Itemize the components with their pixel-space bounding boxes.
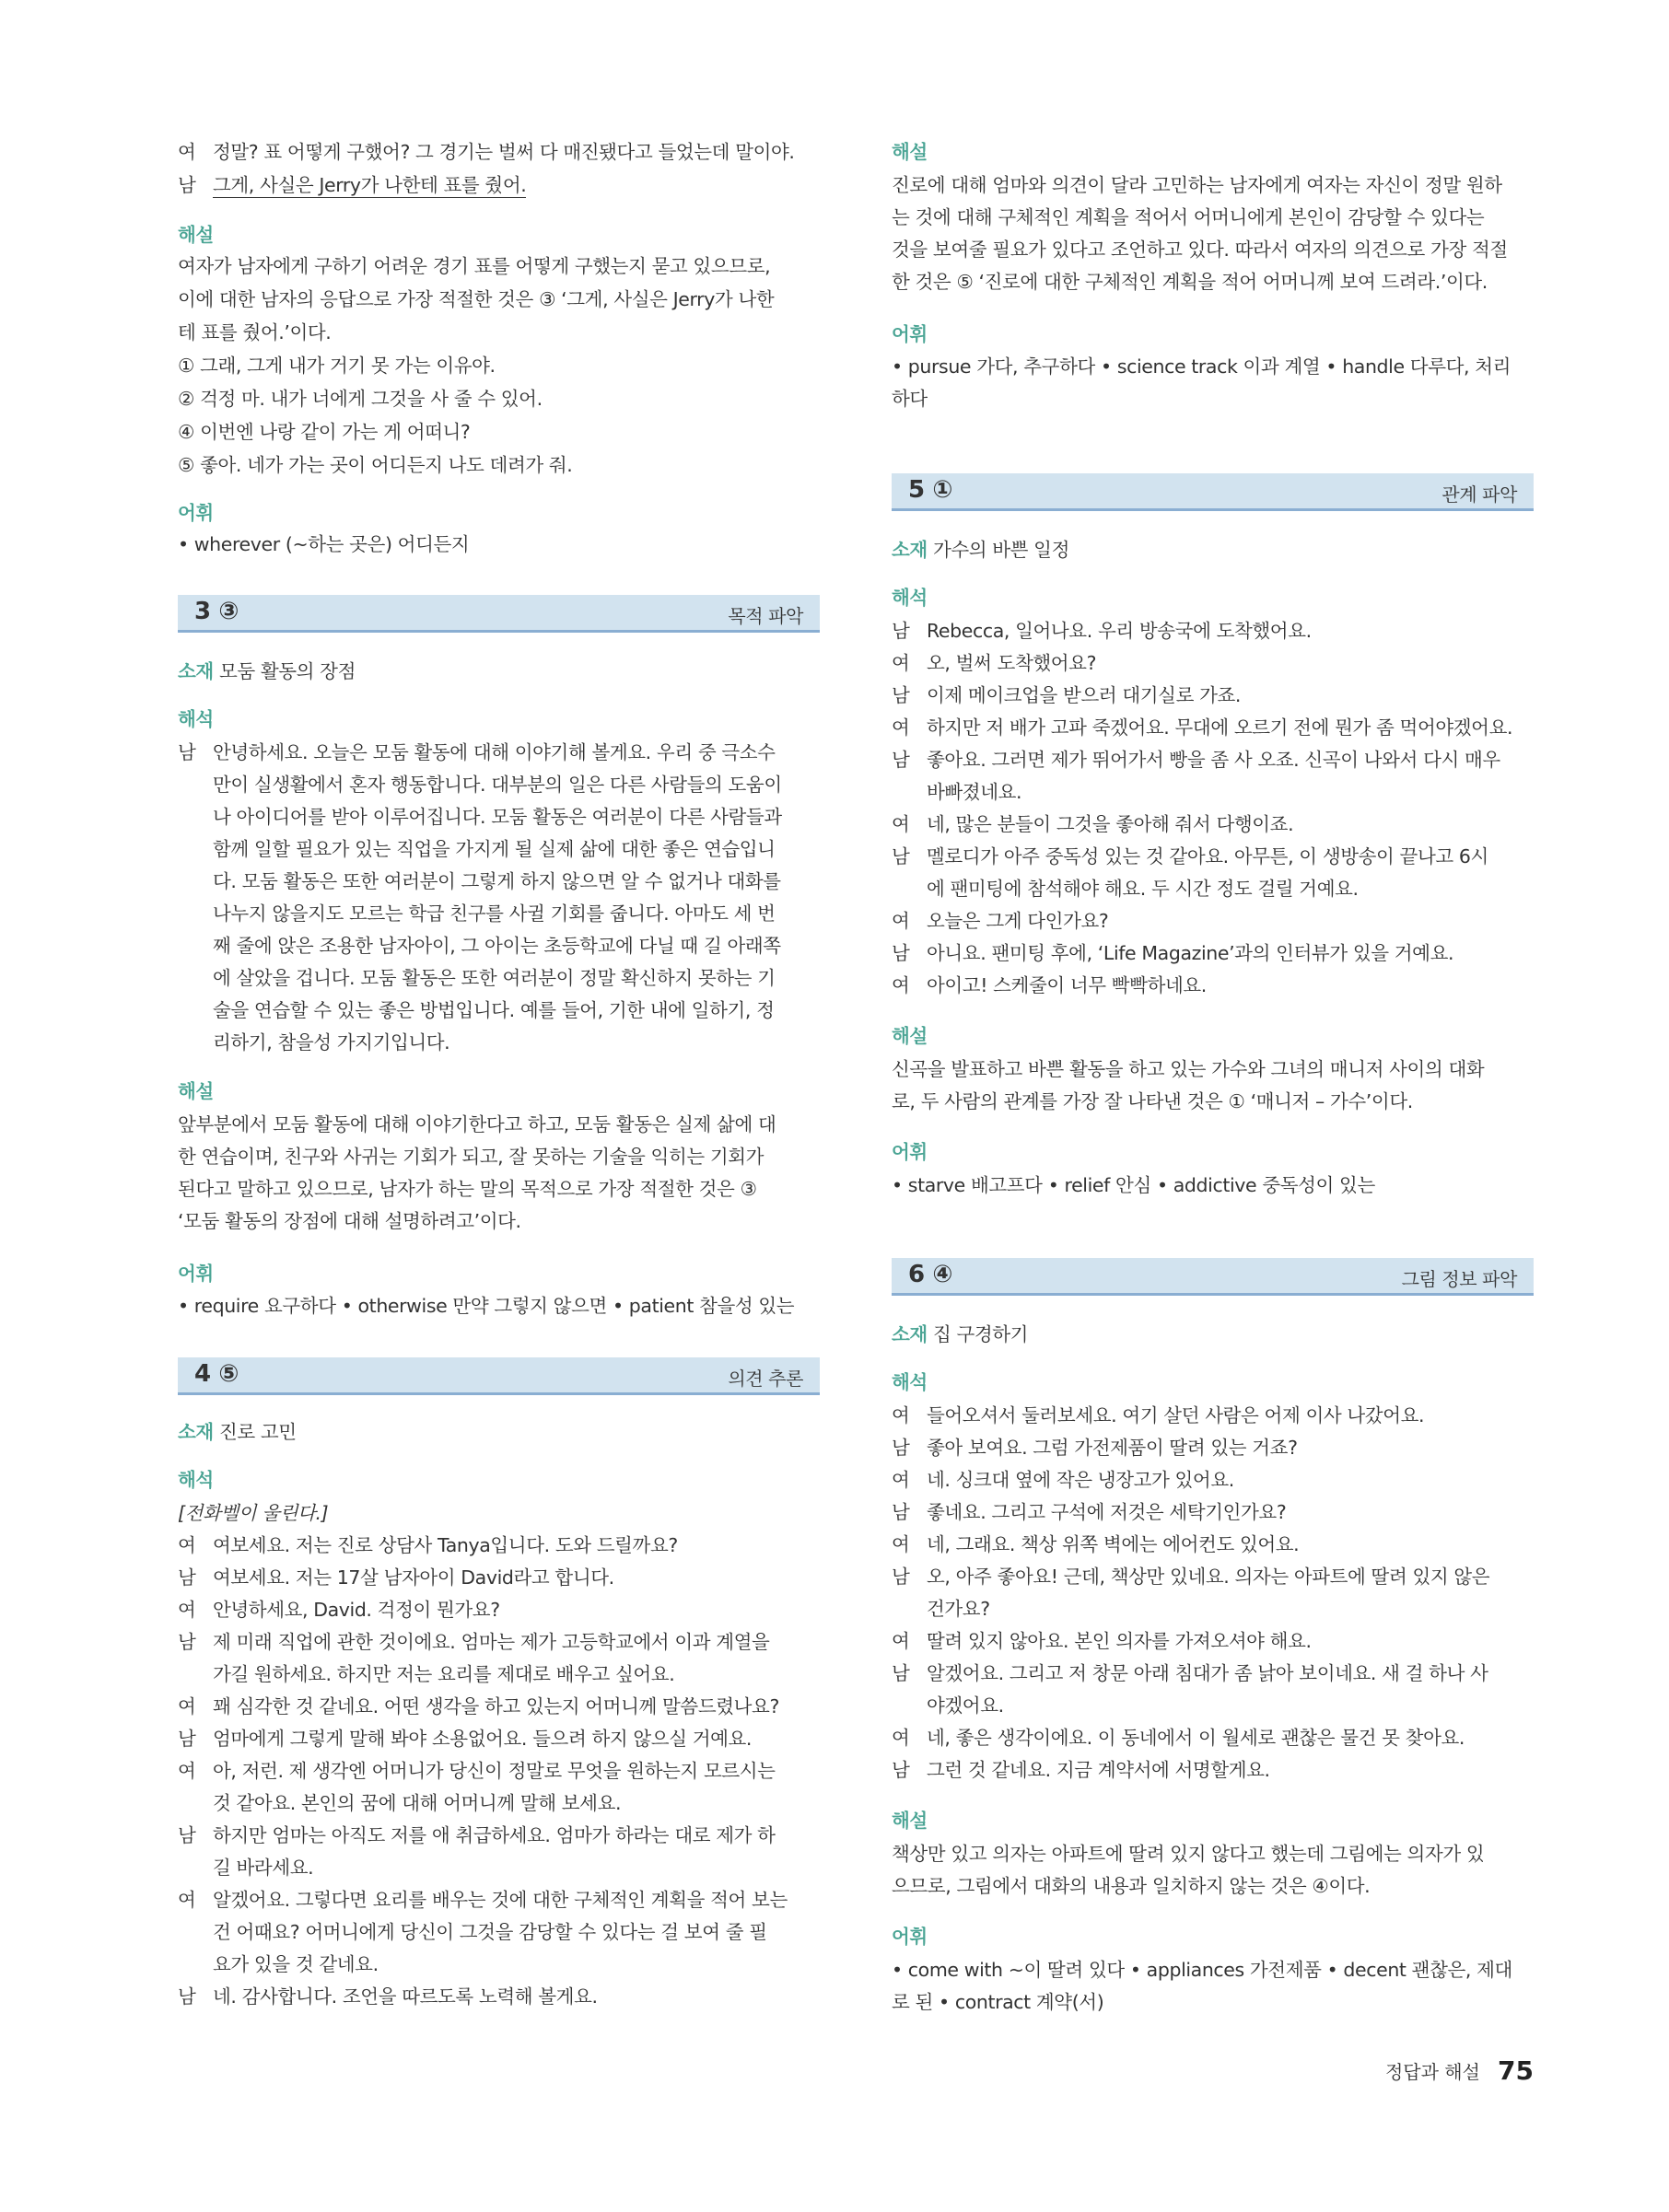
speaker-label: 여: [892, 1630, 910, 1652]
topic-line: [892, 534, 1534, 562]
dialog-text: 정말? 표 어떻게 구했어? 그 경기는 벌써 다 매진됐다고 들었는데 말이야.: [213, 141, 795, 163]
question-header-4: [178, 1357, 820, 1395]
dialog-text: 알겠어요. 그렇다면 요리를 배우는 것에 대한 구체적인 계획을 적어 보는: [213, 1889, 788, 1911]
option-line: ① 그래, 그게 내가 거기 못 가는 이유야.: [178, 355, 496, 377]
speaker-label: 남: [178, 1566, 196, 1589]
translation-label: 해석: [178, 708, 214, 730]
vocabulary-label: 어휘: [892, 1141, 928, 1163]
topic-text: 진로 고민: [218, 1421, 297, 1443]
explanation-line: 된다고 말하고 있으므로, 남자가 하는 말의 목적으로 가장 적절한 것은 ③: [178, 1178, 757, 1200]
speaker-label: 여: [892, 1727, 910, 1749]
dialog-text: 네. 감사합니다. 조언을 따르도록 노력해 볼게요.: [213, 1985, 598, 2008]
vocabulary-line: • starve 배고프다 • relief 안심 • addictive 중독성이 있는: [892, 1174, 1375, 1196]
dialog-text: 하지만 저 배가 고파 죽겠어요. 무대에 오르기 전에 뭔가 좀 먹어야겠어요.: [927, 716, 1513, 739]
dialog-text: 딸려 있지 않아요. 본인 의자를 가져오셔야 해요.: [927, 1630, 1312, 1652]
speaker-label: 여: [892, 1469, 910, 1491]
option-line: ④ 이번엔 나랑 같이 가는 게 어떠니?: [178, 421, 471, 443]
speaker-label: 여: [892, 1533, 910, 1555]
dialog-text: 여보세요. 저는 진로 상담사 Tanya입니다. 도와 드릴까요?: [213, 1534, 678, 1556]
topic-line: [178, 1416, 820, 1444]
topic-label: 소재: [892, 1323, 928, 1345]
question-header-3: [178, 595, 820, 633]
speaker-label: 남: [892, 942, 910, 964]
dialog-text: 에 팬미팅에 참석해야 해요. 두 시간 정도 걸릴 거예요.: [927, 878, 1359, 900]
dialog-text: 바빠졌네요.: [927, 781, 1022, 803]
dialog-text: 네, 그래요. 책상 위쪽 벽에는 에어컨도 있어요.: [927, 1533, 1300, 1555]
vocabulary-line: • require 요구하다 • otherwise 만약 그렇지 않으면 • patient 참을성 있는: [178, 1295, 795, 1317]
monologue-line: 나누지 않을지도 모르는 학급 친구를 사귈 기회를 줍니다. 아마도 세 번: [213, 902, 776, 925]
monologue-line: 술을 연습할 수 있는 좋은 방법입니다. 예를 들어, 기한 내에 일하기, 정: [213, 999, 775, 1021]
answer-underlined: 그게, 사실은 Jerry가 나한테 표를 줬어.: [213, 174, 527, 196]
speaker-label: 여: [178, 1695, 196, 1717]
explanation-line: 이에 대한 남자의 응답으로 가장 적절한 것은 ③ ‘그게, 사실은 Jerry가 나한: [178, 288, 775, 310]
explanation-line: 신곡을 발표하고 바쁜 활동을 하고 있는 가수와 그녀의 매니저 사이의 대화: [892, 1058, 1485, 1080]
speaker-label: 남: [892, 684, 910, 706]
dialog-text: 아이고! 스케줄이 너무 빡빡하네요.: [927, 974, 1207, 996]
question-number: 3 ③: [194, 598, 239, 625]
question-category: 관계 파악: [1441, 483, 1517, 506]
speaker-label: 남: [178, 1631, 196, 1653]
dialog-text: 그런 것 같네요. 지금 계약서에 서명할게요.: [927, 1759, 1270, 1781]
explanation-label: 해설: [892, 141, 928, 163]
dialog-text: 네, 많은 분들이 그것을 좋아해 줘서 다행이죠.: [927, 813, 1294, 835]
monologue-line: 다. 모둠 활동은 또한 여러분이 그렇게 하지 않으면 알 수 없거나 대화를: [213, 870, 781, 892]
explanation-line: 책상만 있고 의자는 아파트에 딸려 있지 않다고 했는데 그림에는 의자가 있: [892, 1843, 1485, 1865]
dialog-text: 알겠어요. 그리고 저 창문 아래 침대가 좀 낡아 보이네요. 새 걸 하나 사: [927, 1662, 1488, 1684]
speaker-label: 여: [178, 141, 196, 163]
speaker-label: 남: [892, 1437, 910, 1459]
speaker-label: 남: [892, 1566, 910, 1588]
topic-label: 소재: [892, 539, 928, 561]
dialog-text: 들어오셔서 둘러보세요. 여기 살던 사람은 어제 이사 나갔어요.: [927, 1404, 1425, 1426]
speaker-label: 여: [892, 716, 910, 739]
speaker-label: 남: [892, 749, 910, 771]
footer-text: 정답과 해설: [1384, 2061, 1480, 2083]
question-header-5: [892, 473, 1534, 511]
page-number: 75: [1498, 2055, 1534, 2086]
speaker-label: 남: [892, 1501, 910, 1523]
explanation-line: 진로에 대해 엄마와 의견이 달라 고민하는 남자에게 여자는 자신이 정말 원하: [892, 174, 1502, 196]
monologue-line: 안녕하세요. 오늘은 모둠 활동에 대해 이야기해 볼게요. 우리 중 극소수: [213, 741, 776, 763]
vocabulary-label: 어휘: [178, 1263, 214, 1285]
question-number: 5 ①: [908, 476, 952, 504]
monologue-line: 함께 일할 필요가 있는 직업을 가지게 될 실제 삶에 대한 좋은 연습입니: [213, 838, 776, 860]
vocabulary-label: 어휘: [892, 323, 928, 345]
topic-label: 소재: [178, 1421, 214, 1443]
translation-label: 해석: [892, 587, 928, 609]
explanation-line: 으므로, 그림에서 대화의 내용과 일치하지 않는 것은 ④이다.: [892, 1875, 1371, 1897]
monologue-line: 리하기, 참을성 가지기입니다.: [213, 1031, 450, 1054]
dialog-text: 것 같아요. 본인의 꿈에 대해 어머니께 말해 보세요.: [213, 1792, 622, 1814]
speaker-label: 여: [892, 1404, 910, 1426]
option-line: ⑤ 좋아. 네가 가는 곳이 어디든지 나도 데려가 줘.: [178, 454, 573, 476]
dialog-text: 요가 있을 것 같네요.: [213, 1953, 379, 1975]
monologue-line: 만이 실생활에서 혼자 행동합니다. 대부분의 일은 다른 사람들의 도움이: [213, 774, 782, 796]
translation-label: 해석: [892, 1371, 928, 1393]
explanation-line: 여자가 남자에게 구하기 어려운 경기 표를 어떻게 구했는지 묻고 있으므로,: [178, 255, 771, 277]
speaker-label: 남: [178, 1728, 196, 1750]
explanation-line: ‘모둠 활동의 장점에 대해 설명하려고’이다.: [178, 1210, 521, 1232]
explanation-line: 한 연습이며, 친구와 사귀는 기회가 되고, 잘 못하는 기술을 익히는 기회가: [178, 1146, 764, 1168]
vocabulary-line: 하다: [892, 388, 928, 410]
dialog-text: 건가요?: [927, 1598, 990, 1620]
explanation-line: 로, 두 사람의 관계를 가장 잘 나타낸 것은 ① ‘매니저 – 가수’이다.: [892, 1090, 1413, 1112]
stage-direction: [전화벨이 울린다.]: [178, 1502, 329, 1524]
speaker-label: 여: [178, 1534, 196, 1556]
vocabulary-label: 어휘: [892, 1926, 928, 1948]
question-number: 4 ⑤: [194, 1360, 239, 1388]
dialog-text: 오늘은 그게 다인가요?: [927, 910, 1109, 932]
dialog-text: 네. 싱크대 옆에 작은 냉장고가 있어요.: [927, 1469, 1234, 1491]
topic-text: 모둠 활동의 장점: [218, 660, 356, 682]
speaker-label: 여: [178, 1889, 196, 1911]
speaker-label: 남: [892, 1662, 910, 1684]
topic-line: [178, 656, 820, 683]
translation-label: 해석: [178, 1469, 214, 1491]
dialog-text: Rebecca, 일어나요. 우리 방송국에 도착했어요.: [927, 620, 1312, 642]
explanation-label: 해설: [892, 1810, 928, 1832]
vocabulary-line: • wherever (~하는 곳은) 어디든지: [178, 533, 470, 555]
explanation-line: 테 표를 줬어.’이다.: [178, 321, 332, 343]
topic-line: [892, 1319, 1534, 1346]
speaker-label: 여: [178, 1760, 196, 1782]
speaker-label: 여: [892, 974, 910, 996]
vocabulary-line: • pursue 가다, 추구하다 • science track 이과 계열 • handle 다루다, 처리: [892, 355, 1511, 378]
dialog-text: 여보세요. 저는 17살 남자아이 David라고 합니다.: [213, 1566, 614, 1589]
speaker-label: 남: [892, 620, 910, 642]
speaker-label: 여: [178, 1599, 196, 1621]
topic-text: 가수의 바쁜 일정: [932, 539, 1069, 561]
speaker-label: 남: [178, 741, 196, 763]
dialog-text: 길 바라세요.: [213, 1857, 314, 1879]
page-footer: [1385, 2055, 1534, 2086]
explanation-label: 해설: [178, 1080, 214, 1102]
topic-text: 집 구경하기: [932, 1323, 1029, 1345]
dialog-text: 꽤 심각한 것 같네요. 어떤 생각을 하고 있는지 어머니께 말씀드렸나요?: [213, 1695, 779, 1717]
dialog-text: 오, 아주 좋아요! 근데, 책상만 있네요. 의자는 아파트에 딸려 있지 않은: [927, 1566, 1490, 1588]
explanation-line: 앞부분에서 모둠 활동에 대해 이야기한다고 하고, 모둠 활동은 실제 삶에 대: [178, 1113, 776, 1135]
speaker-label: 남: [892, 1759, 910, 1781]
dialog-text: 좋아요. 그러면 제가 뛰어가서 빵을 좀 사 오죠. 신곡이 나와서 다시 매우: [927, 749, 1500, 771]
monologue-line: 째 줄에 앉은 조용한 남자아이, 그 아이는 초등학교에 다닐 때 길 아래쪽: [213, 935, 781, 957]
vocabulary-line: • come with ~이 딸려 있다 • appliances 가전제품 • decent 괜찮은, 제대: [892, 1959, 1512, 1981]
option-line: ② 걱정 마. 내가 너에게 그것을 사 줄 수 있어.: [178, 388, 543, 410]
dialog-text: 건 어때요? 어머니에게 당신이 그것을 감당할 수 있다는 걸 보여 줄 필: [213, 1921, 767, 1943]
speaker-label: 여: [892, 910, 910, 932]
dialog-text: 안녕하세요, David. 걱정이 뭔가요?: [213, 1599, 500, 1621]
dialog-text: 아, 저런. 제 생각엔 어머니가 당신이 정말로 무엇을 원하는지 모르시는: [213, 1760, 776, 1782]
dialog-text: 이제 메이크업을 받으러 대기실로 가죠.: [927, 684, 1242, 706]
dialog-text: 제 미래 직업에 관한 것이에요. 엄마는 제가 고등학교에서 이과 계열을: [213, 1631, 770, 1653]
dialog-text: 하지만 엄마는 아직도 저를 애 취급하세요. 엄마가 하라는 대로 제가 하: [213, 1824, 776, 1846]
monologue-line: 에 살았을 겁니다. 모둠 활동은 또한 여러분이 정말 확신하지 못하는 기: [213, 967, 776, 989]
dialog-text: 좋아 보여요. 그럼 가전제품이 딸려 있는 거죠?: [927, 1437, 1298, 1459]
question-category: 의견 추론: [728, 1368, 803, 1390]
dialog-text: 네, 좋은 생각이에요. 이 동네에서 이 월세로 괜찮은 물건 못 찾아요.: [927, 1727, 1465, 1749]
dialog-text: 오, 벌써 도착했어요?: [927, 652, 1097, 674]
dialog-text: 야겠어요.: [927, 1694, 1004, 1717]
dialog-text: 좋네요. 그리고 구석에 저것은 세탁기인가요?: [927, 1501, 1287, 1523]
speaker-label: 남: [892, 845, 910, 867]
question-number: 6 ④: [908, 1261, 952, 1288]
vocabulary-line: 로 된 • contract 계약(서): [892, 1991, 1104, 2013]
explanation-label: 해설: [892, 1025, 928, 1047]
topic-label: 소재: [178, 660, 214, 682]
question-category: 목적 파악: [728, 605, 803, 627]
dialog-text: 엄마에게 그렇게 말해 봐야 소용없어요. 들으려 하지 않으실 거예요.: [213, 1728, 753, 1750]
monologue-line: 나 아이디어를 받아 이루어집니다. 모둠 활동은 여러분이 다른 사람들과: [213, 806, 782, 828]
speaker-label: 여: [892, 813, 910, 835]
explanation-line: 것을 보여줄 필요가 있다고 조언하고 있다. 따라서 여자의 의견으로 가장 적절: [892, 239, 1508, 261]
speaker-label: 남: [178, 1985, 196, 2008]
question-category: 그림 정보 파악: [1401, 1268, 1517, 1290]
explanation-line: 는 것에 대해 구체적인 계획을 적어서 어머니에게 본인이 감당할 수 있다는: [892, 206, 1485, 228]
speaker-label: 남: [178, 174, 196, 196]
speaker-label: 남: [178, 1824, 196, 1846]
vocabulary-label: 어휘: [178, 502, 214, 524]
dialog-text: 멜로디가 아주 중독성 있는 것 같아요. 아무튼, 이 생방송이 끝나고 6시: [927, 845, 1488, 867]
explanation-line: 한 것은 ⑤ ‘진로에 대한 구체적인 계획을 적어 어머니께 보여 드려라.’이다.: [892, 271, 1488, 293]
dialog-text: 아니요. 팬미팅 후에, ‘Life Magazine’과의 인터뷰가 있을 거예요.: [927, 942, 1454, 964]
speaker-label: 여: [892, 652, 910, 674]
question-header-6: [892, 1258, 1534, 1296]
dialog-text: 가길 원하세요. 하지만 저는 요리를 제대로 배우고 싶어요.: [213, 1663, 675, 1685]
explanation-label: 해설: [178, 224, 214, 246]
